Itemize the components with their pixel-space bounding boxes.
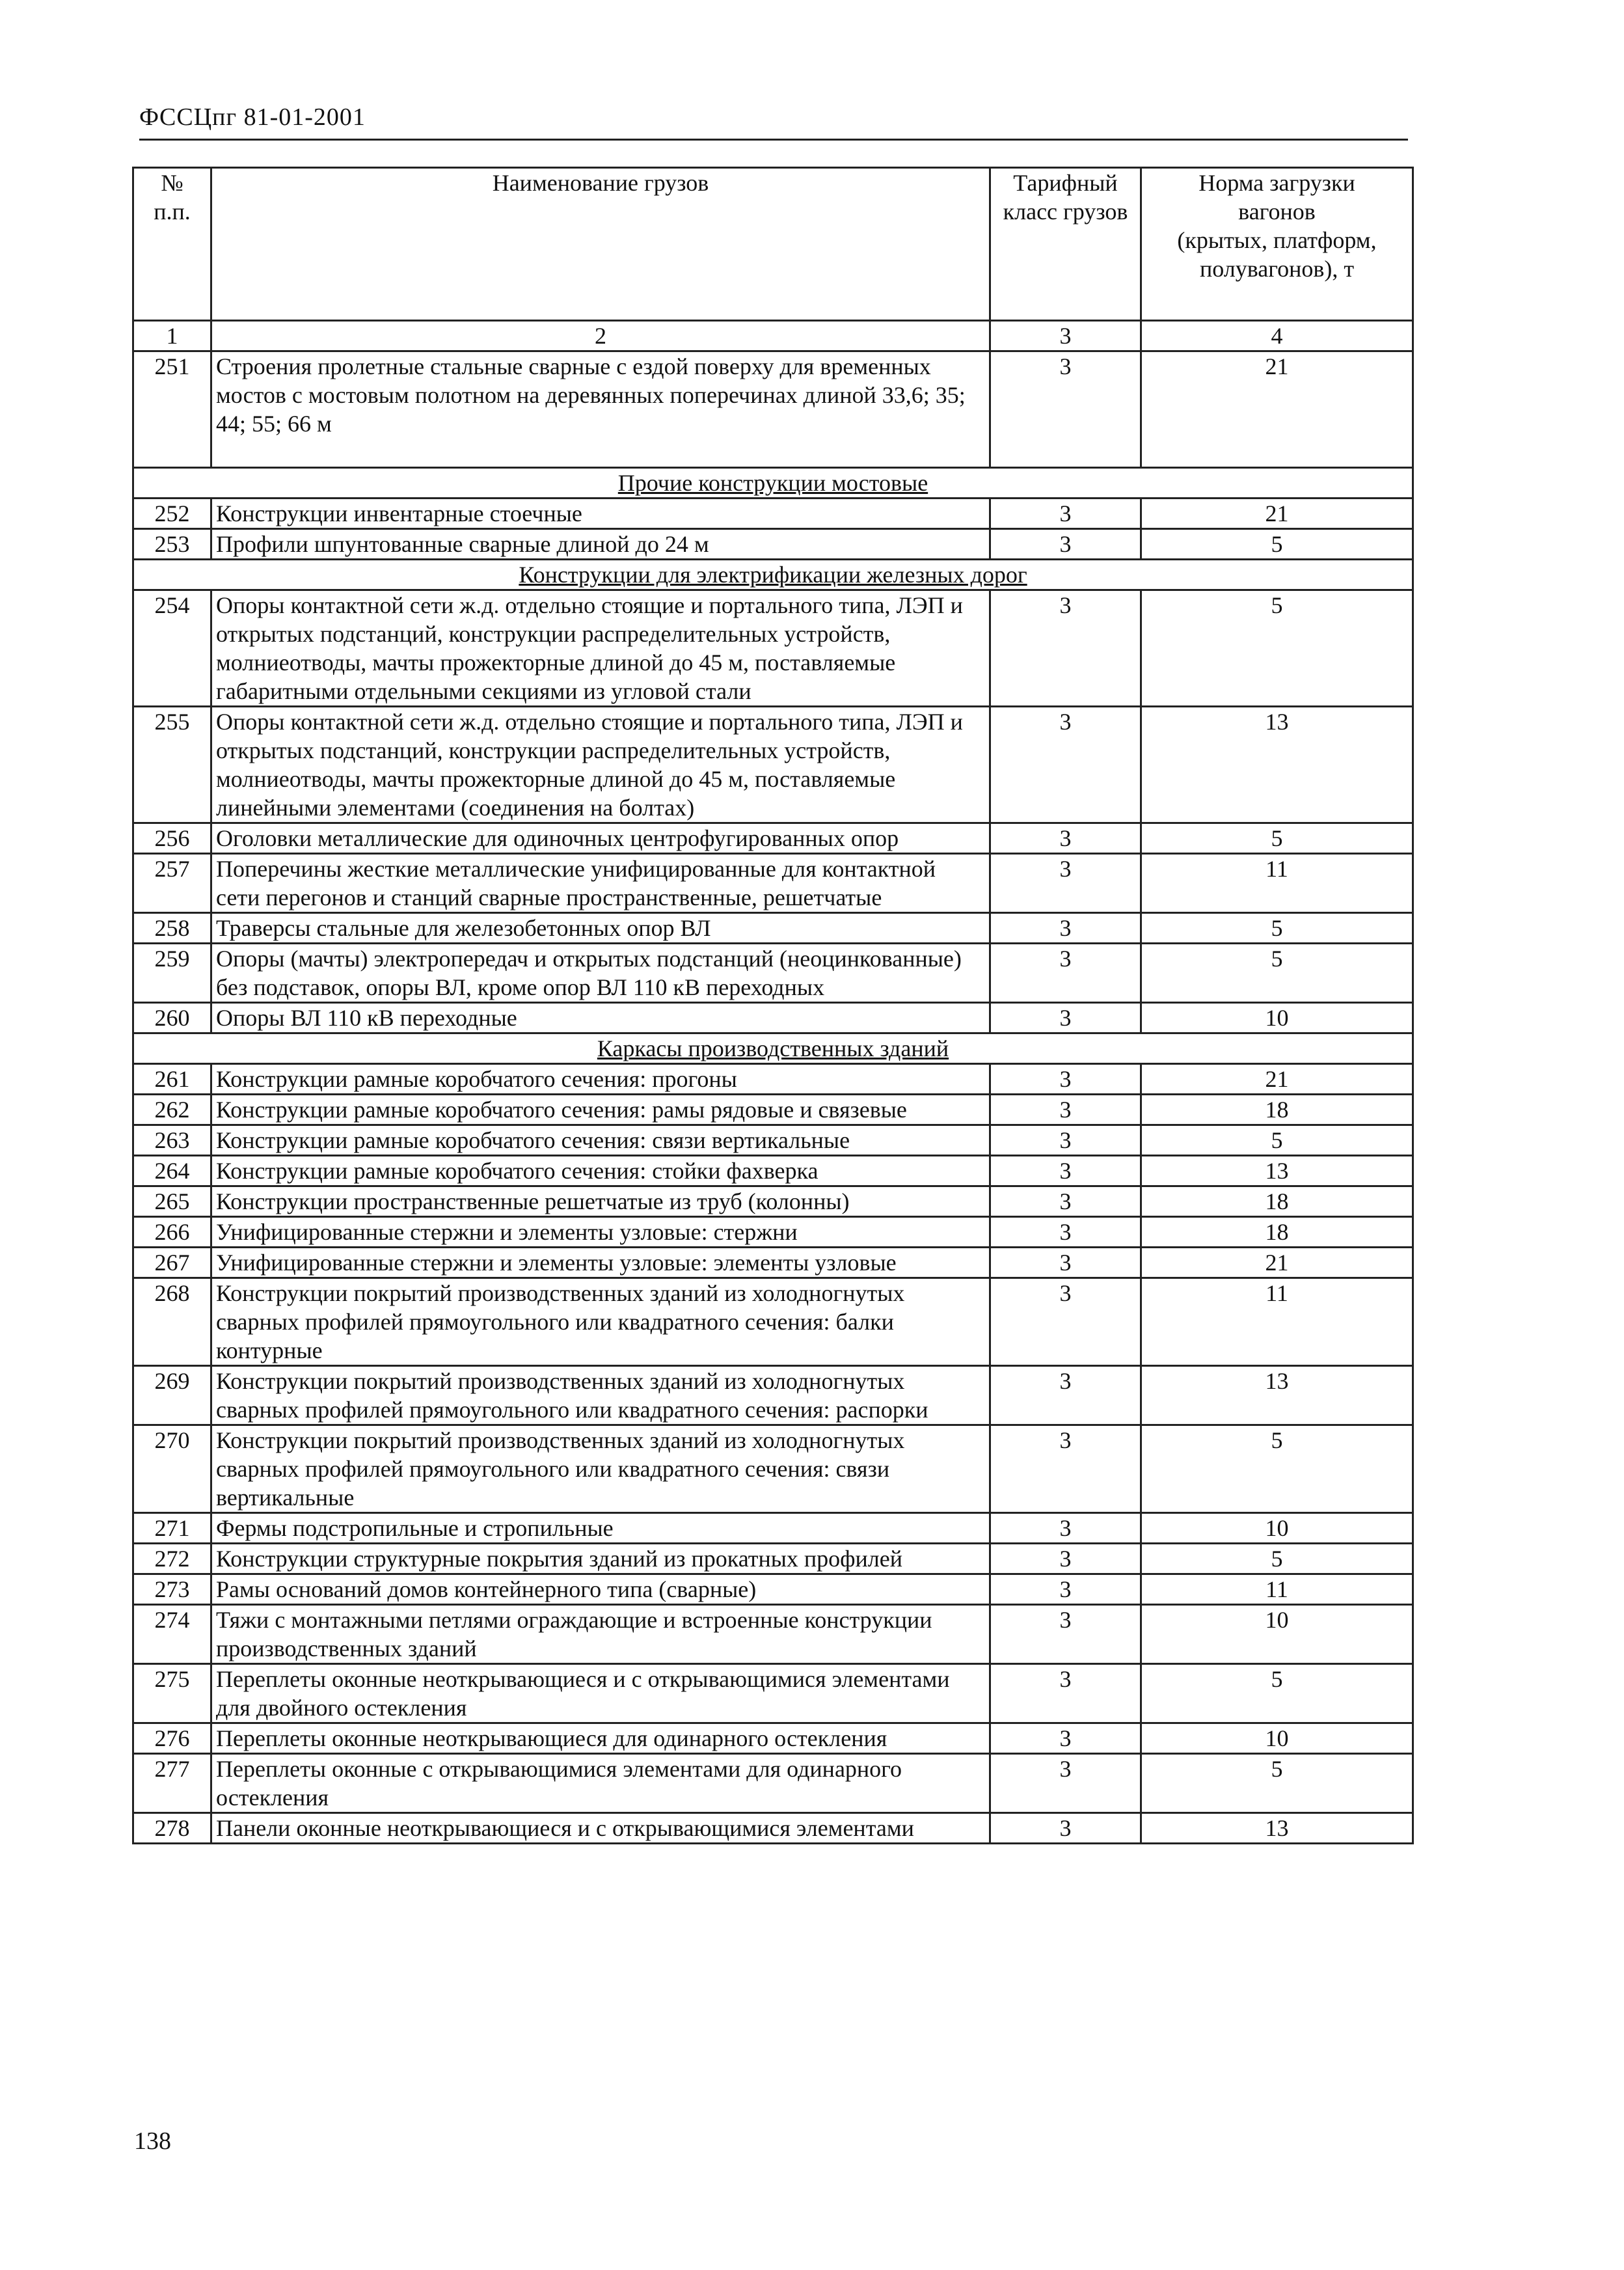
tariff-class: 3 [990, 351, 1141, 468]
load-norm: 5 [1141, 1544, 1413, 1574]
row-number: 268 [133, 1278, 211, 1366]
tariff-class: 3 [990, 1248, 1141, 1278]
row-number: 265 [133, 1186, 211, 1217]
load-norm: 5 [1141, 1664, 1413, 1723]
tariff-class: 3 [990, 1186, 1141, 1217]
cargo-name: Оголовки металлические для одиночных центрофугированных опор [211, 823, 990, 854]
tariff-class: 3 [990, 1156, 1141, 1186]
load-norm: 5 [1141, 1754, 1413, 1813]
tariff-class: 3 [990, 1605, 1141, 1664]
tariff-class: 3 [990, 1003, 1141, 1033]
row-number: 277 [133, 1754, 211, 1813]
table-row [133, 1064, 1413, 1095]
load-norm: 5 [1141, 1125, 1413, 1156]
tariff-class: 3 [990, 1425, 1141, 1513]
row-number: 271 [133, 1513, 211, 1544]
cargo-name: Переплеты оконные неоткрывающиеся и с открывающимися элементами для двойного остекления [211, 1664, 990, 1723]
tariff-class: 3 [990, 1095, 1141, 1125]
cargo-name: Конструкции инвентарные стоечные [211, 499, 990, 529]
tariff-class: 3 [990, 1513, 1141, 1544]
row-number: 253 [133, 529, 211, 560]
row-number: 260 [133, 1003, 211, 1033]
tariff-class: 3 [990, 1217, 1141, 1248]
cargo-name: Рамы оснований домов контейнерного типа (сварные) [211, 1574, 990, 1605]
row-number: 261 [133, 1064, 211, 1095]
table-row [133, 1605, 1413, 1664]
column-header-no: № п.п. [133, 168, 211, 321]
table-row [133, 1513, 1413, 1544]
load-norm: 13 [1141, 1156, 1413, 1186]
column-number: 3 [990, 321, 1141, 351]
load-norm: 10 [1141, 1723, 1413, 1754]
row-number: 257 [133, 854, 211, 913]
load-norm: 18 [1141, 1186, 1413, 1217]
table-row [133, 1544, 1413, 1574]
cargo-name: Профили шпунтованные сварные длиной до 24 м [211, 529, 990, 560]
load-norm: 18 [1141, 1217, 1413, 1248]
load-norm: 10 [1141, 1003, 1413, 1033]
page-number: 138 [134, 2127, 171, 2155]
load-norm: 13 [1141, 1813, 1413, 1844]
cargo-name: Опоры контактной сети ж.д. отдельно стоящие и портального типа, ЛЭП и открытых подстанций, конструкции распределительных устройств, молниеотводы, мачты прожекторные длиной до 45 м, поставляемые габаритными отдельными секциями из угловой стали [211, 590, 990, 707]
cargo-name: Унифицированные стержни и элементы узловые: стержни [211, 1217, 990, 1248]
cargo-name: Конструкции покрытий производственных зданий из холодногнутых сварных профилей прямоугольного или квадратного сечения: связи вертикальные [211, 1425, 990, 1513]
cargo-name: Поперечины жесткие металлические унифицированные для контактной сети перегонов и станций сварные пространственные, решетчатые [211, 854, 990, 913]
cargo-name: Конструкции покрытий производственных зданий из холодногнутых сварных профилей прямоугольного или квадратного сечения: балки контурные [211, 1278, 990, 1366]
document-code: ФССЦпг 81-01-2001 [139, 103, 366, 131]
table-row [133, 590, 1413, 707]
row-number: 276 [133, 1723, 211, 1754]
row-number: 256 [133, 823, 211, 854]
table-row [133, 823, 1413, 854]
load-norm: 10 [1141, 1513, 1413, 1544]
row-number: 262 [133, 1095, 211, 1125]
tariff-class: 3 [990, 1723, 1141, 1754]
cargo-name: Унифицированные стержни и элементы узловые: элементы узловые [211, 1248, 990, 1278]
row-number: 269 [133, 1366, 211, 1425]
load-norm: 5 [1141, 823, 1413, 854]
row-number: 264 [133, 1156, 211, 1186]
load-norm: 5 [1141, 590, 1413, 707]
row-number: 252 [133, 499, 211, 529]
cargo-name: Панели оконные неоткрывающиеся и с открывающимися элементами [211, 1813, 990, 1844]
cargo-name: Фермы подстропильные и стропильные [211, 1513, 990, 1544]
load-norm: 18 [1141, 1095, 1413, 1125]
table-row [133, 944, 1413, 1003]
load-norm: 21 [1141, 1064, 1413, 1095]
column-header-class: Тарифный класс грузов [990, 168, 1141, 321]
column-number: 4 [1141, 321, 1413, 351]
table-row [133, 1003, 1413, 1033]
row-number: 278 [133, 1813, 211, 1844]
cargo-name: Опоры ВЛ 110 кВ переходные [211, 1003, 990, 1033]
table-row [133, 913, 1413, 944]
table-body [133, 351, 1413, 1844]
tariff-class: 3 [990, 913, 1141, 944]
table-row [133, 1723, 1413, 1754]
table-row [133, 1366, 1413, 1425]
cargo-name: Конструкции покрытий производственных зданий из холодногнутых сварных профилей прямоугольного или квадратного сечения: распорки [211, 1366, 990, 1425]
row-number: 275 [133, 1664, 211, 1723]
cargo-name: Конструкции структурные покрытия зданий из прокатных профилей [211, 1544, 990, 1574]
tariff-class: 3 [990, 944, 1141, 1003]
table-header-row [133, 168, 1413, 321]
table-row [133, 854, 1413, 913]
column-header-norm: Норма загрузки вагонов (крытых, платформ, полувагонов), т [1141, 168, 1413, 321]
cargo-name: Конструкции рамные коробчатого сечения: связи вертикальные [211, 1125, 990, 1156]
row-number: 267 [133, 1248, 211, 1278]
tariff-class: 3 [990, 1754, 1141, 1813]
tariff-class: 3 [990, 1064, 1141, 1095]
row-number: 259 [133, 944, 211, 1003]
cargo-table [132, 167, 1414, 1844]
row-number: 255 [133, 707, 211, 823]
row-number: 254 [133, 590, 211, 707]
table-row [133, 1125, 1413, 1156]
section-row [133, 1033, 1413, 1064]
column-header-name: Наименование грузов [211, 168, 990, 321]
cargo-name: Опоры контактной сети ж.д. отдельно стоящие и портального типа, ЛЭП и открытых подстанций, конструкции распределительных устройств, молниеотводы, мачты прожекторные длиной до 45 м, поставляемые линейными элементами (соединения на болтах) [211, 707, 990, 823]
cargo-name: Опоры (мачты) электропередач и открытых подстанций (неоцинкованные) без подставок, опоры ВЛ, кроме опор ВЛ 110 кВ переходных [211, 944, 990, 1003]
load-norm: 11 [1141, 854, 1413, 913]
section-row [133, 560, 1413, 590]
table-row [133, 1186, 1413, 1217]
cargo-name: Переплеты оконные неоткрывающиеся для одинарного остекления [211, 1723, 990, 1754]
cargo-name: Траверсы стальные для железобетонных опор ВЛ [211, 913, 990, 944]
load-norm: 13 [1141, 1366, 1413, 1425]
tariff-class: 3 [990, 499, 1141, 529]
cargo-name: Строения пролетные стальные сварные с ездой поверху для временных мостов с мостовым полотном на деревянных поперечинах длиной 33,6; 35; 44; 55; 66 м [211, 351, 990, 468]
load-norm: 5 [1141, 913, 1413, 944]
table-row [133, 1217, 1413, 1248]
tariff-class: 3 [990, 854, 1141, 913]
load-norm: 5 [1141, 944, 1413, 1003]
table-row [133, 499, 1413, 529]
row-number: 266 [133, 1217, 211, 1248]
table-row [133, 1278, 1413, 1366]
tariff-class: 3 [990, 1125, 1141, 1156]
tariff-class: 3 [990, 1813, 1141, 1844]
row-number: 258 [133, 913, 211, 944]
tariff-class: 3 [990, 707, 1141, 823]
column-number: 2 [211, 321, 990, 351]
load-norm: 10 [1141, 1605, 1413, 1664]
load-norm: 5 [1141, 529, 1413, 560]
row-number: 273 [133, 1574, 211, 1605]
section-title: Прочие конструкции мостовые [133, 468, 1413, 499]
tariff-class: 3 [990, 1544, 1141, 1574]
row-number: 263 [133, 1125, 211, 1156]
section-title: Конструкции для электрификации железных дорог [133, 560, 1413, 590]
table-row [133, 1095, 1413, 1125]
cargo-name: Конструкции рамные коробчатого сечения: прогоны [211, 1064, 990, 1095]
cargo-name: Переплеты оконные с открывающимися элементами для одинарного остекления [211, 1754, 990, 1813]
section-title: Каркасы производственных зданий [133, 1033, 1413, 1064]
row-number: 251 [133, 351, 211, 468]
table-row [133, 1248, 1413, 1278]
tariff-class: 3 [990, 590, 1141, 707]
cargo-name: Конструкции рамные коробчатого сечения: рамы рядовые и связевые [211, 1095, 990, 1125]
table-row [133, 707, 1413, 823]
column-number: 1 [133, 321, 211, 351]
row-number: 270 [133, 1425, 211, 1513]
cargo-name: Конструкции пространственные решетчатые из труб (колонны) [211, 1186, 990, 1217]
cargo-name: Тяжи с монтажными петлями ограждающие и встроенные конструкции производственных зданий [211, 1605, 990, 1664]
tariff-class: 3 [990, 1366, 1141, 1425]
load-norm: 13 [1141, 707, 1413, 823]
column-numbers-row [133, 321, 1413, 351]
table-row [133, 1813, 1413, 1844]
tariff-class: 3 [990, 823, 1141, 854]
table-row [133, 1574, 1413, 1605]
table-row [133, 1664, 1413, 1723]
load-norm: 21 [1141, 499, 1413, 529]
load-norm: 11 [1141, 1278, 1413, 1366]
tariff-class: 3 [990, 1278, 1141, 1366]
load-norm: 21 [1141, 351, 1413, 468]
header-rule [139, 139, 1408, 141]
table-row [133, 1425, 1413, 1513]
table-row [133, 1156, 1413, 1186]
tariff-class: 3 [990, 529, 1141, 560]
load-norm: 5 [1141, 1425, 1413, 1513]
tariff-class: 3 [990, 1574, 1141, 1605]
row-number: 272 [133, 1544, 211, 1574]
tariff-class: 3 [990, 1664, 1141, 1723]
load-norm: 11 [1141, 1574, 1413, 1605]
load-norm: 21 [1141, 1248, 1413, 1278]
table-row [133, 351, 1413, 468]
section-row [133, 468, 1413, 499]
cargo-name: Конструкции рамные коробчатого сечения: стойки фахверка [211, 1156, 990, 1186]
table-row [133, 1754, 1413, 1813]
row-number: 274 [133, 1605, 211, 1664]
table-row [133, 529, 1413, 560]
